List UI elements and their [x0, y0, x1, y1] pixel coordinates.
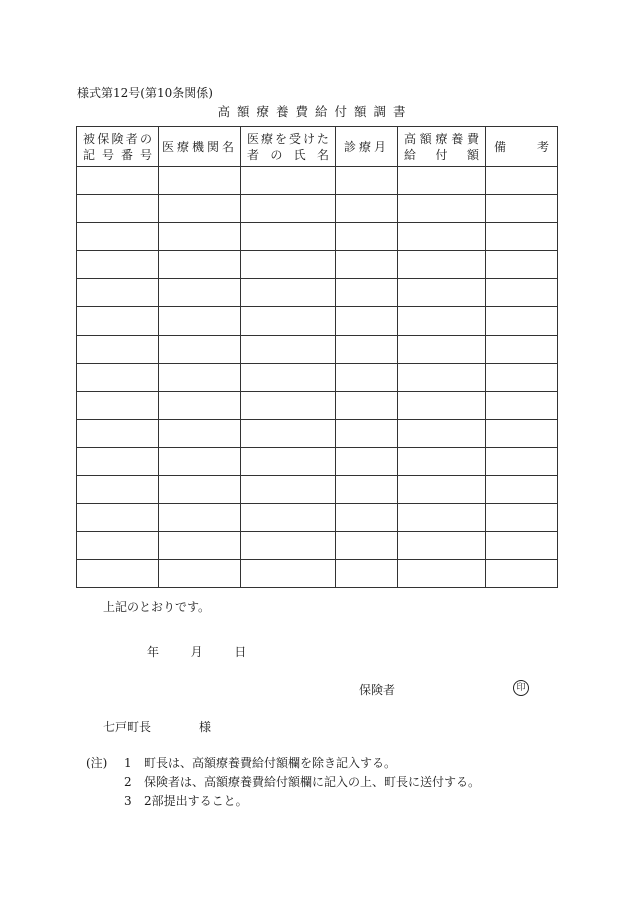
table-cell[interactable]: [241, 532, 336, 560]
table-header-row: [77, 127, 558, 167]
table-cell[interactable]: [159, 419, 241, 447]
table-cell[interactable]: [241, 335, 336, 363]
table-cell[interactable]: [486, 476, 558, 504]
table-body: [77, 167, 558, 588]
note-number: 1: [124, 756, 132, 770]
table-cell[interactable]: [486, 167, 558, 195]
table-cell[interactable]: [159, 363, 241, 391]
table-cell[interactable]: [77, 307, 159, 335]
table-cell[interactable]: [159, 195, 241, 223]
table-row: [77, 391, 558, 419]
note-item: [86, 754, 480, 773]
table-cell[interactable]: [77, 532, 159, 560]
table-row: [77, 560, 558, 588]
table-cell[interactable]: [398, 335, 486, 363]
table-cell[interactable]: [398, 560, 486, 588]
table-cell[interactable]: [159, 476, 241, 504]
note-item: [86, 773, 480, 792]
table-cell[interactable]: [336, 223, 398, 251]
table-cell[interactable]: [486, 391, 558, 419]
table-row: [77, 476, 558, 504]
table-cell[interactable]: [159, 391, 241, 419]
table-cell[interactable]: [336, 363, 398, 391]
table-cell[interactable]: [159, 532, 241, 560]
table-cell[interactable]: [77, 251, 159, 279]
table-cell[interactable]: [241, 223, 336, 251]
header-remarks: 備 考: [486, 127, 558, 167]
table-cell[interactable]: [398, 476, 486, 504]
header-treatment-month: 診療月: [336, 127, 398, 167]
table-cell[interactable]: [398, 279, 486, 307]
table-row: [77, 447, 558, 475]
table-cell[interactable]: [241, 307, 336, 335]
note-text: 2部提出すること。: [144, 794, 248, 808]
table-cell[interactable]: [336, 560, 398, 588]
table-cell[interactable]: [77, 195, 159, 223]
date-line: [147, 643, 246, 660]
table-row: [77, 419, 558, 447]
table-cell[interactable]: [77, 419, 159, 447]
table-cell[interactable]: [486, 419, 558, 447]
table-cell[interactable]: [241, 560, 336, 588]
table-cell[interactable]: [241, 476, 336, 504]
table-cell[interactable]: [77, 391, 159, 419]
note-text: 町長は、高額療養費給付額欄を除き記入する。: [144, 756, 397, 770]
table-cell[interactable]: [241, 363, 336, 391]
date-day-label: 日: [234, 645, 247, 659]
table-cell[interactable]: [398, 504, 486, 532]
table-row: [77, 532, 558, 560]
seal-mark: 印: [513, 680, 529, 696]
table-row: [77, 251, 558, 279]
table-cell[interactable]: [486, 532, 558, 560]
table-cell[interactable]: [336, 279, 398, 307]
table-cell[interactable]: [398, 447, 486, 475]
table-cell[interactable]: [77, 167, 159, 195]
insurer-label: 保険者: [359, 683, 396, 697]
note-item: [86, 792, 480, 811]
header-medical-institution: 医療機関名: [159, 127, 241, 167]
table-cell[interactable]: [159, 447, 241, 475]
table-cell[interactable]: [77, 223, 159, 251]
table-cell[interactable]: [398, 363, 486, 391]
table-cell[interactable]: [241, 167, 336, 195]
table-row: [77, 504, 558, 532]
table-cell[interactable]: [336, 476, 398, 504]
table-cell[interactable]: [241, 195, 336, 223]
header-patient-name: 医 療 を 受 け た 者 の 氏 名: [241, 127, 336, 167]
benefit-table: [76, 126, 558, 588]
table-cell[interactable]: [398, 223, 486, 251]
table-cell[interactable]: [241, 251, 336, 279]
table-row: [77, 279, 558, 307]
table-cell[interactable]: [77, 560, 159, 588]
note-number: 2: [124, 775, 132, 789]
table-cell[interactable]: [159, 335, 241, 363]
table-cell[interactable]: [336, 391, 398, 419]
table-cell[interactable]: [241, 447, 336, 475]
table-row: [77, 195, 558, 223]
addressee-name: 七戸町長: [103, 720, 152, 734]
date-year-label: 年: [147, 645, 160, 659]
table-row: [77, 307, 558, 335]
table-cell[interactable]: [159, 504, 241, 532]
table-cell[interactable]: [336, 532, 398, 560]
table-cell[interactable]: [486, 279, 558, 307]
table-cell[interactable]: [336, 419, 398, 447]
table-cell[interactable]: [486, 363, 558, 391]
table-cell[interactable]: [398, 195, 486, 223]
table-row: [77, 335, 558, 363]
date-month-label: 月: [190, 645, 203, 659]
note-number: 3: [124, 794, 132, 808]
table-row: [77, 167, 558, 195]
table-cell[interactable]: [486, 251, 558, 279]
table-cell[interactable]: [336, 167, 398, 195]
table-cell[interactable]: [398, 251, 486, 279]
table-cell[interactable]: [77, 363, 159, 391]
table-cell[interactable]: [398, 307, 486, 335]
table-cell[interactable]: [336, 504, 398, 532]
table-row: [77, 223, 558, 251]
table-cell[interactable]: [486, 307, 558, 335]
statement-text: 上記のとおりです。: [103, 600, 211, 614]
table-cell[interactable]: [336, 251, 398, 279]
table-cell[interactable]: [77, 335, 159, 363]
note-text: 保険者は、高額療養費給付額欄に記入の上、町長に送付する。: [144, 775, 481, 789]
document-title: 高額療養費給付額調書: [217, 104, 413, 119]
table-cell[interactable]: [159, 307, 241, 335]
table-cell[interactable]: [77, 279, 159, 307]
table-cell[interactable]: [486, 195, 558, 223]
notes-section: [86, 754, 480, 811]
table-cell[interactable]: [486, 447, 558, 475]
notes-label: (注): [86, 756, 108, 770]
header-insured-number: 被 保 険 者 の 記 号 番 号: [77, 127, 159, 167]
table-cell[interactable]: [486, 560, 558, 588]
table-cell[interactable]: [159, 223, 241, 251]
table-row: [77, 363, 558, 391]
header-benefit-amount: 高 額 療 養 費 給 付 額: [398, 127, 486, 167]
table-cell[interactable]: [398, 167, 486, 195]
table-cell[interactable]: [77, 504, 159, 532]
table-cell[interactable]: [77, 476, 159, 504]
table-cell[interactable]: [241, 279, 336, 307]
table-cell[interactable]: [398, 532, 486, 560]
table-cell[interactable]: [241, 391, 336, 419]
table-cell[interactable]: [486, 335, 558, 363]
table-cell[interactable]: [336, 307, 398, 335]
table-cell[interactable]: [398, 419, 486, 447]
addressee-honorific: 様: [199, 720, 212, 734]
table-cell[interactable]: [336, 335, 398, 363]
form-number: 様式第12号(第10条関係): [77, 86, 213, 100]
table-cell[interactable]: [159, 560, 241, 588]
table-cell[interactable]: [336, 447, 398, 475]
table-cell[interactable]: [398, 391, 486, 419]
table-cell[interactable]: [486, 504, 558, 532]
addressee: [103, 718, 211, 735]
table-cell[interactable]: [159, 279, 241, 307]
table-cell[interactable]: [336, 195, 398, 223]
table-cell[interactable]: [77, 447, 159, 475]
table-cell[interactable]: [241, 419, 336, 447]
table-cell[interactable]: [486, 223, 558, 251]
table-cell[interactable]: [159, 167, 241, 195]
table-cell[interactable]: [241, 504, 336, 532]
table-cell[interactable]: [159, 251, 241, 279]
